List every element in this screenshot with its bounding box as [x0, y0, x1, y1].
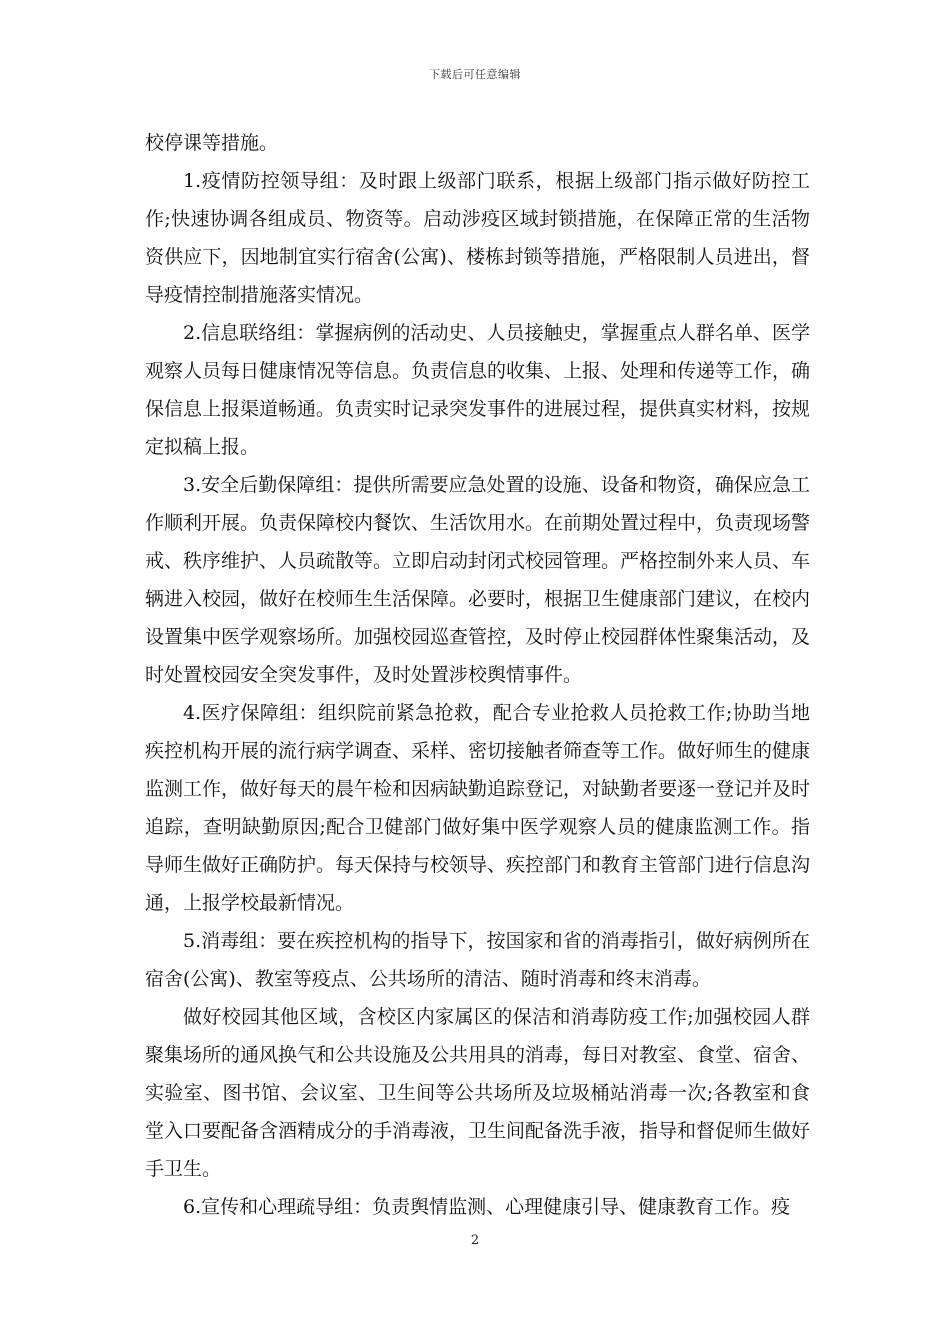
- document-body: [145, 124, 810, 1226]
- paragraph: 做好校园其他区域，含校区内家属区的保洁和消毒防疫工作;加强校园人群聚集场所的通风换气和公共设施及公共用具的消毒，每日对教室、食堂、宿舍、实验室、图书馆、会议室、卫生间等公共场所及垃圾桶站消毒一次;各教室和食堂入口要配备含酒精成分的手消毒液，卫生间配备洗手液，指导和督促师生做好手卫生。: [145, 1006, 811, 1180]
- paragraph: 校停课等措施。: [145, 132, 279, 154]
- paragraph: 1.疫情防控领导组：及时跟上级部门联系，根据上级部门指示做好防控工作;快速协调各组成员、物资等。启动涉疫区域封锁措施，在保障正常的生活物资供应下，因地制宜实行宿舍(公寓)、楼栋封锁等措施，严格限制人员进出，督导疫情控制措施落实情况。: [145, 170, 810, 306]
- paragraph: 5.消毒组：要在疾控机构的指导下，按国家和省的消毒指引，做好病例所在宿舍(公寓)、教室等疫点、公共场所的清洁、随时消毒和终末消毒。: [145, 930, 810, 990]
- page-header: 下载后可任意编辑: [429, 68, 521, 81]
- paragraph: 2.信息联络组：掌握病例的活动史、人员接触史，掌握重点人群名单、医学观察人员每日健康情况等信息。负责信息的收集、上报、处理和传递等工作，确保信息上报渠道畅通。负责实时记录突发事件的进展过程，提供真实材料，按规定拟稿上报。: [145, 322, 811, 458]
- page-number: 2: [470, 1233, 480, 1248]
- paragraph: 4.医疗保障组：组织院前紧急抢救，配合专业抢救人员抢救工作;协助当地疾控机构开展的流行病学调查、采样、密切接触者筛查等工作。做好师生的健康监测工作，做好每天的晨午检和因病缺勤追踪登记，对缺勤者要逐一登记并及时追踪，查明缺勤原因;配合卫健部门做好集中医学观察人员的健康监测工作。指导师生做好正确防护。每天保持与校领导、疾控部门和教育主管部门进行信息沟通，上报学校最新情况。: [145, 702, 811, 914]
- paragraph: 3.安全后勤保障组：提供所需要应急处置的设施、设备和物资，确保应急工作顺利开展。负责保障校内餐饮、生活饮用水。在前期处置过程中，负责现场警戒、秩序维护、人员疏散等。立即启动封闭式校园管理。严格控制外来人员、车辆进入校园，做好在校师生生活保障。必要时，根据卫生健康部门建议，在校内设置集中医学观察场所。加强校园巡查管控，及时停止校园群体性聚集活动，及时处置校园安全突发事件，及时处置涉校舆情事件。: [145, 474, 811, 686]
- paragraph: 6.宣传和心理疏导组：负责舆情监测、心理健康引导、健康教育工作。疫: [183, 1196, 791, 1218]
